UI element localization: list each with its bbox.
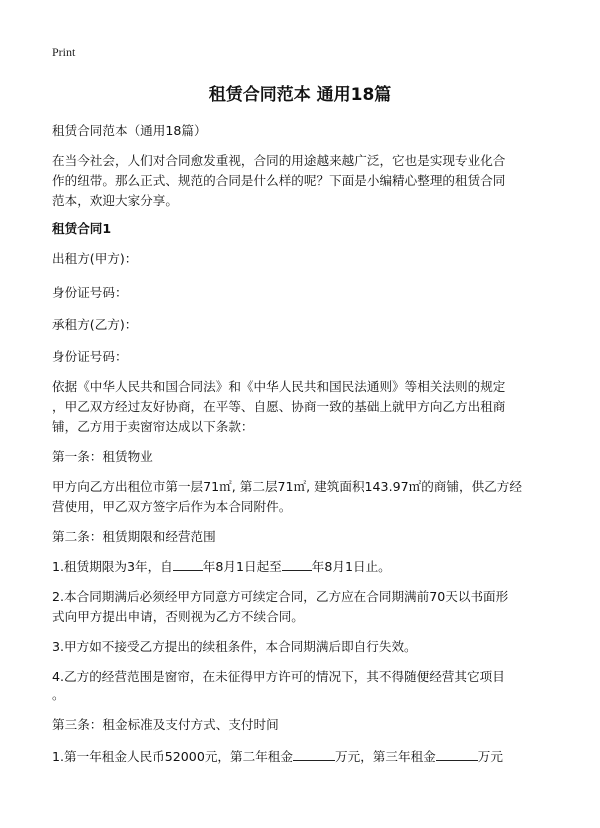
basis-line-3: 铺，乙方用于卖窗帘达成以下条款： bbox=[52, 419, 254, 434]
article-1-line-2: 营使用，甲乙双方签字后作为本合同附件。 bbox=[52, 499, 292, 514]
clause-1-part-b: 年8月1日起至 bbox=[202, 559, 282, 574]
clause-1-part-a: 1.租赁期限为3年，自 bbox=[52, 559, 173, 574]
id-number-label-1: 身份证号码： bbox=[52, 285, 128, 300]
basis-line-2: ，甲乙双方经过友好协商，在平等、自愿、协商一致的基础上就甲方向乙方出租商 bbox=[52, 399, 506, 414]
clause-3: 3.甲方如不接受乙方提出的续租条件，本合同期满后即自行失效。 bbox=[52, 639, 417, 654]
year-3-rent-blank bbox=[436, 747, 478, 761]
lessee-label: 承租方(乙方)： bbox=[52, 317, 138, 332]
article-3-title: 第三条：租金标准及支付方式、支付时间 bbox=[52, 717, 279, 732]
start-year-blank bbox=[173, 557, 203, 571]
article-2-title: 第二条：租赁期限和经营范围 bbox=[52, 529, 216, 544]
document-title: 租赁合同范本 通用18篇 bbox=[208, 85, 392, 105]
lessor-label: 出租方(甲方)： bbox=[52, 251, 138, 266]
intro-line-3: 范本，欢迎大家分享。 bbox=[52, 193, 178, 208]
document-subtitle: 租赁合同范本（通用18篇） bbox=[52, 123, 207, 138]
year-2-rent-blank bbox=[293, 747, 335, 761]
clause-2-line-1: 2.本合同期满后必须经甲方同意方可续定合同，乙方应在合同期满前70天以书面形 bbox=[52, 589, 509, 604]
intro-line-1: 在当今社会，人们对合同愈发重视，合同的用途越来越广泛，它也是实现专业化合 bbox=[52, 153, 506, 168]
intro-line-2: 作的纽带。那么正式、规范的合同是什么样的呢？下面是小编精心整理的租赁合同 bbox=[52, 173, 506, 188]
rent-part-c: 万元 bbox=[477, 749, 503, 764]
clause-1 bbox=[52, 556, 552, 577]
clause-4-line-2: 。 bbox=[52, 687, 65, 702]
rent-part-a: 1.第一年租金人民币52000元，第二年租金 bbox=[52, 749, 293, 764]
clause-4-line-1: 4.乙方的经营范围是窗帘，在未征得甲方许可的情况下，其不得随便经营其它项目 bbox=[52, 669, 505, 684]
clause-1-part-c: 年8月1日止。 bbox=[311, 559, 391, 574]
clause-2-line-2: 式向甲方提出申请，否则视为乙方不续合同。 bbox=[52, 609, 304, 624]
article-1-line-1: 甲方向乙方出租位市第一层71㎡, 第二层71㎡, 建筑面积143.97㎡的商铺，供乙方经 bbox=[52, 479, 522, 494]
print-link[interactable]: Print bbox=[52, 45, 76, 59]
article-1-title: 第一条：租赁物业 bbox=[52, 449, 153, 464]
end-year-blank bbox=[282, 557, 312, 571]
section-heading: 租赁合同1 bbox=[52, 221, 112, 236]
basis-line-1: 依据《中华人民共和国合同法》和《中华人民共和国民法通则》等相关法则的规定 bbox=[52, 379, 506, 394]
id-number-label-2: 身份证号码： bbox=[52, 349, 128, 364]
rent-clause-1 bbox=[52, 746, 552, 767]
rent-part-b: 万元，第三年租金 bbox=[335, 749, 436, 764]
